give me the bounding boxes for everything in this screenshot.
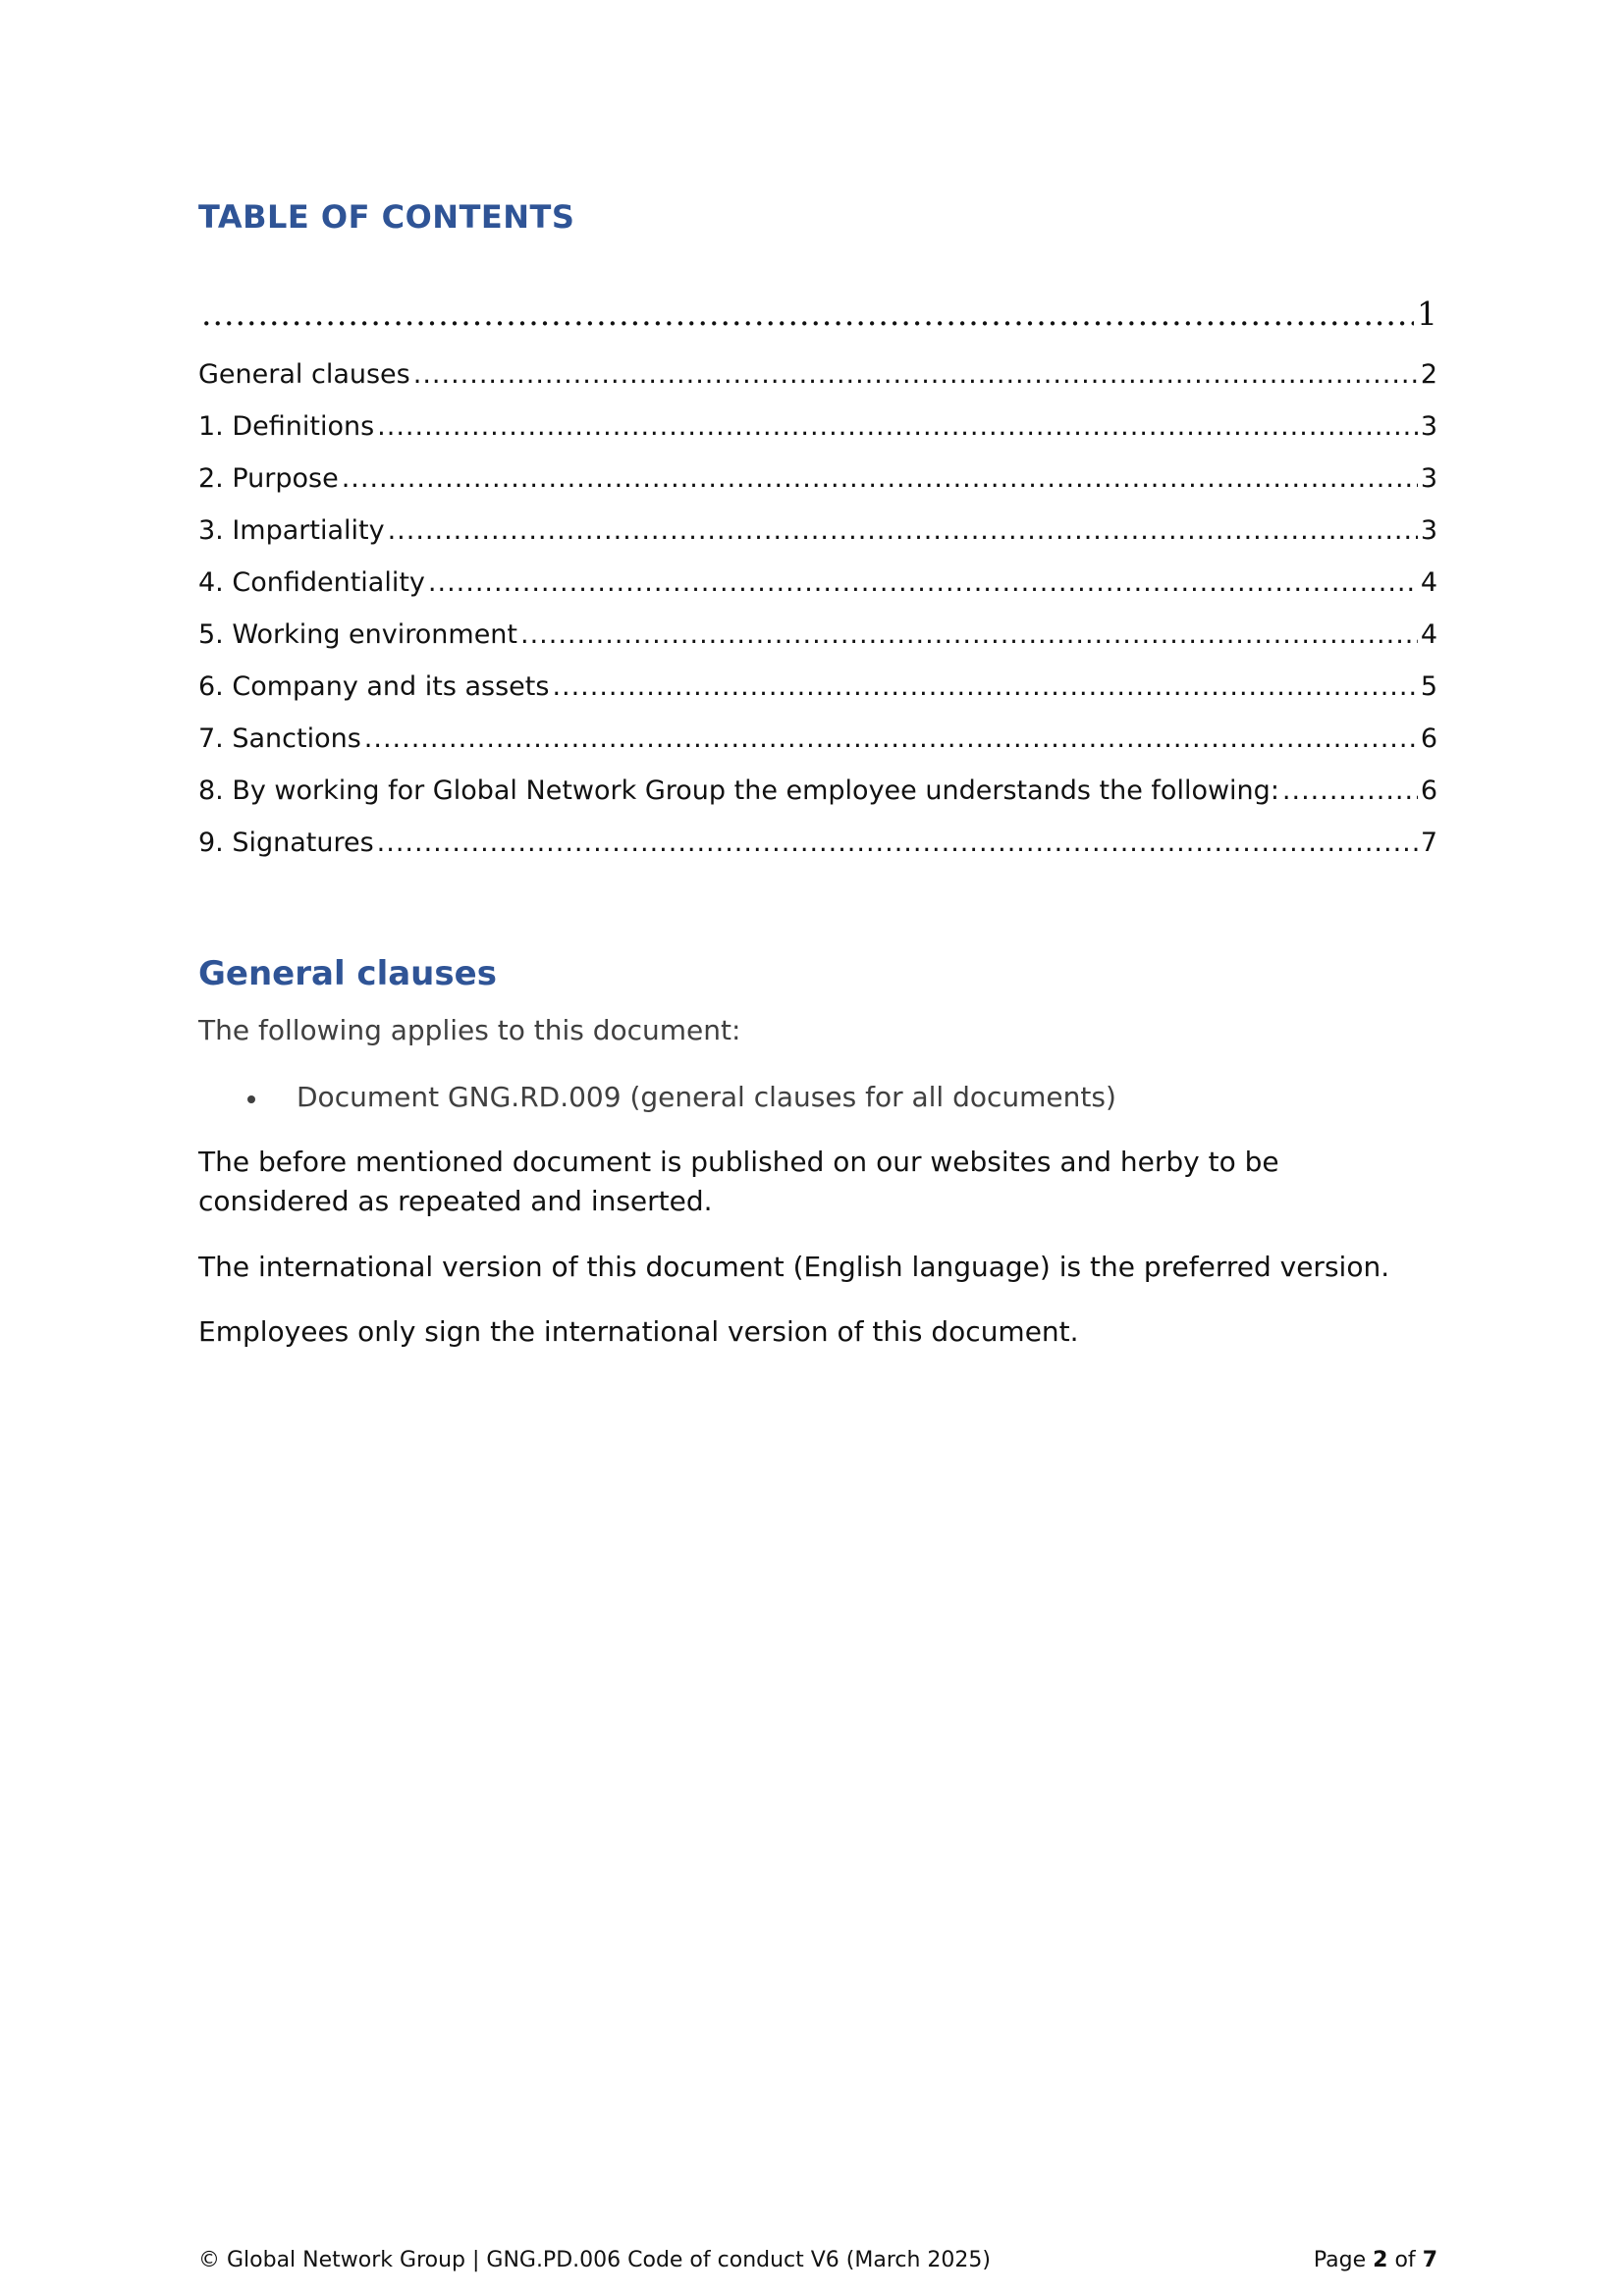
toc-entry[interactable] — [198, 723, 1437, 775]
toc-entry-page: 3 — [1420, 515, 1437, 546]
paragraph: The international version of this document (English language) is the preferred version. — [198, 1251, 1390, 1283]
page-footer — [198, 2248, 1437, 2272]
bullet-icon — [247, 1095, 255, 1103]
toc-leader-dots — [413, 359, 1418, 390]
page-number — [1314, 2248, 1437, 2272]
intro-text: The following applies to this document: — [198, 1014, 741, 1046]
list-item-text: Document GNG.RD.009 (general clauses for all documents) — [297, 1081, 1116, 1113]
toc-entry[interactable] — [198, 463, 1437, 515]
toc-leader-dots — [377, 411, 1418, 442]
toc-entry[interactable] — [198, 359, 1437, 411]
toc-entry[interactable] — [198, 515, 1437, 567]
toc-entry-page: 7 — [1420, 828, 1437, 858]
toc-entry-page: 4 — [1420, 567, 1437, 598]
toc-entry-page: 4 — [1420, 619, 1437, 650]
paragraph: Employees only sign the international version of this document. — [198, 1315, 1079, 1348]
toc-entry-label: 2. Purpose — [198, 463, 339, 494]
footer-document-info: © Global Network Group | GNG.PD.006 Code of conduct V6 (March 2025) — [198, 2248, 992, 2272]
toc-entry-label: 4. Confidentiality — [198, 567, 425, 598]
page-of: of — [1394, 2248, 1416, 2272]
toc-entry-page: 3 — [1420, 463, 1437, 494]
toc-entry-page: 6 — [1420, 723, 1437, 754]
toc-entry[interactable] — [198, 775, 1437, 828]
toc-leader-dots — [201, 294, 1414, 333]
list-item — [198, 1078, 1116, 1117]
toc-entry-label: 3. Impartiality — [198, 515, 385, 546]
toc-title: TABLE OF CONTENTS — [198, 198, 575, 236]
toc-leader-dots — [364, 723, 1418, 754]
toc-entry-page: 6 — [1420, 775, 1437, 806]
bullet-list — [198, 1078, 1116, 1117]
toc-entry-page: 3 — [1420, 411, 1437, 442]
page-label: Page — [1313, 2248, 1367, 2272]
toc-entry-label: 6. Company and its assets — [198, 671, 550, 702]
toc-entry[interactable] — [198, 619, 1437, 671]
toc-leader-dots — [552, 671, 1417, 702]
toc-leader-dots — [1282, 775, 1418, 806]
toc-entry-page: 1 — [1417, 294, 1437, 333]
page-total: 7 — [1422, 2248, 1437, 2272]
paragraph: The before mentioned document is published on our websites and herby to be considered as repeated and inserted. — [198, 1146, 1279, 1217]
toc-leader-dots — [342, 463, 1418, 494]
toc-entry-page: 5 — [1420, 671, 1437, 702]
toc-entry-label: 9. Signatures — [198, 828, 374, 858]
toc-entry[interactable] — [198, 294, 1437, 359]
toc-entry[interactable] — [198, 567, 1437, 619]
toc-leader-dots — [388, 515, 1418, 546]
toc-entry[interactable] — [198, 411, 1437, 463]
toc-entry-page: 2 — [1420, 359, 1437, 390]
toc-leader-dots — [428, 567, 1418, 598]
toc-entry-label: 1. Definitions — [198, 411, 375, 442]
toc-entry-label: General clauses — [198, 359, 410, 390]
toc-leader-dots — [520, 619, 1418, 650]
toc-leader-dots — [377, 828, 1418, 858]
table-of-contents — [198, 294, 1437, 880]
toc-entry-label: 8. By working for Global Network Group the employee understands the following: — [198, 775, 1279, 806]
toc-entry[interactable] — [198, 828, 1437, 880]
section-heading-general-clauses: General clauses — [198, 954, 497, 993]
toc-entry-label: 7. Sanctions — [198, 723, 361, 754]
page-current: 2 — [1373, 2248, 1388, 2272]
toc-entry-label: 5. Working environment — [198, 619, 518, 650]
toc-entry[interactable] — [198, 671, 1437, 723]
